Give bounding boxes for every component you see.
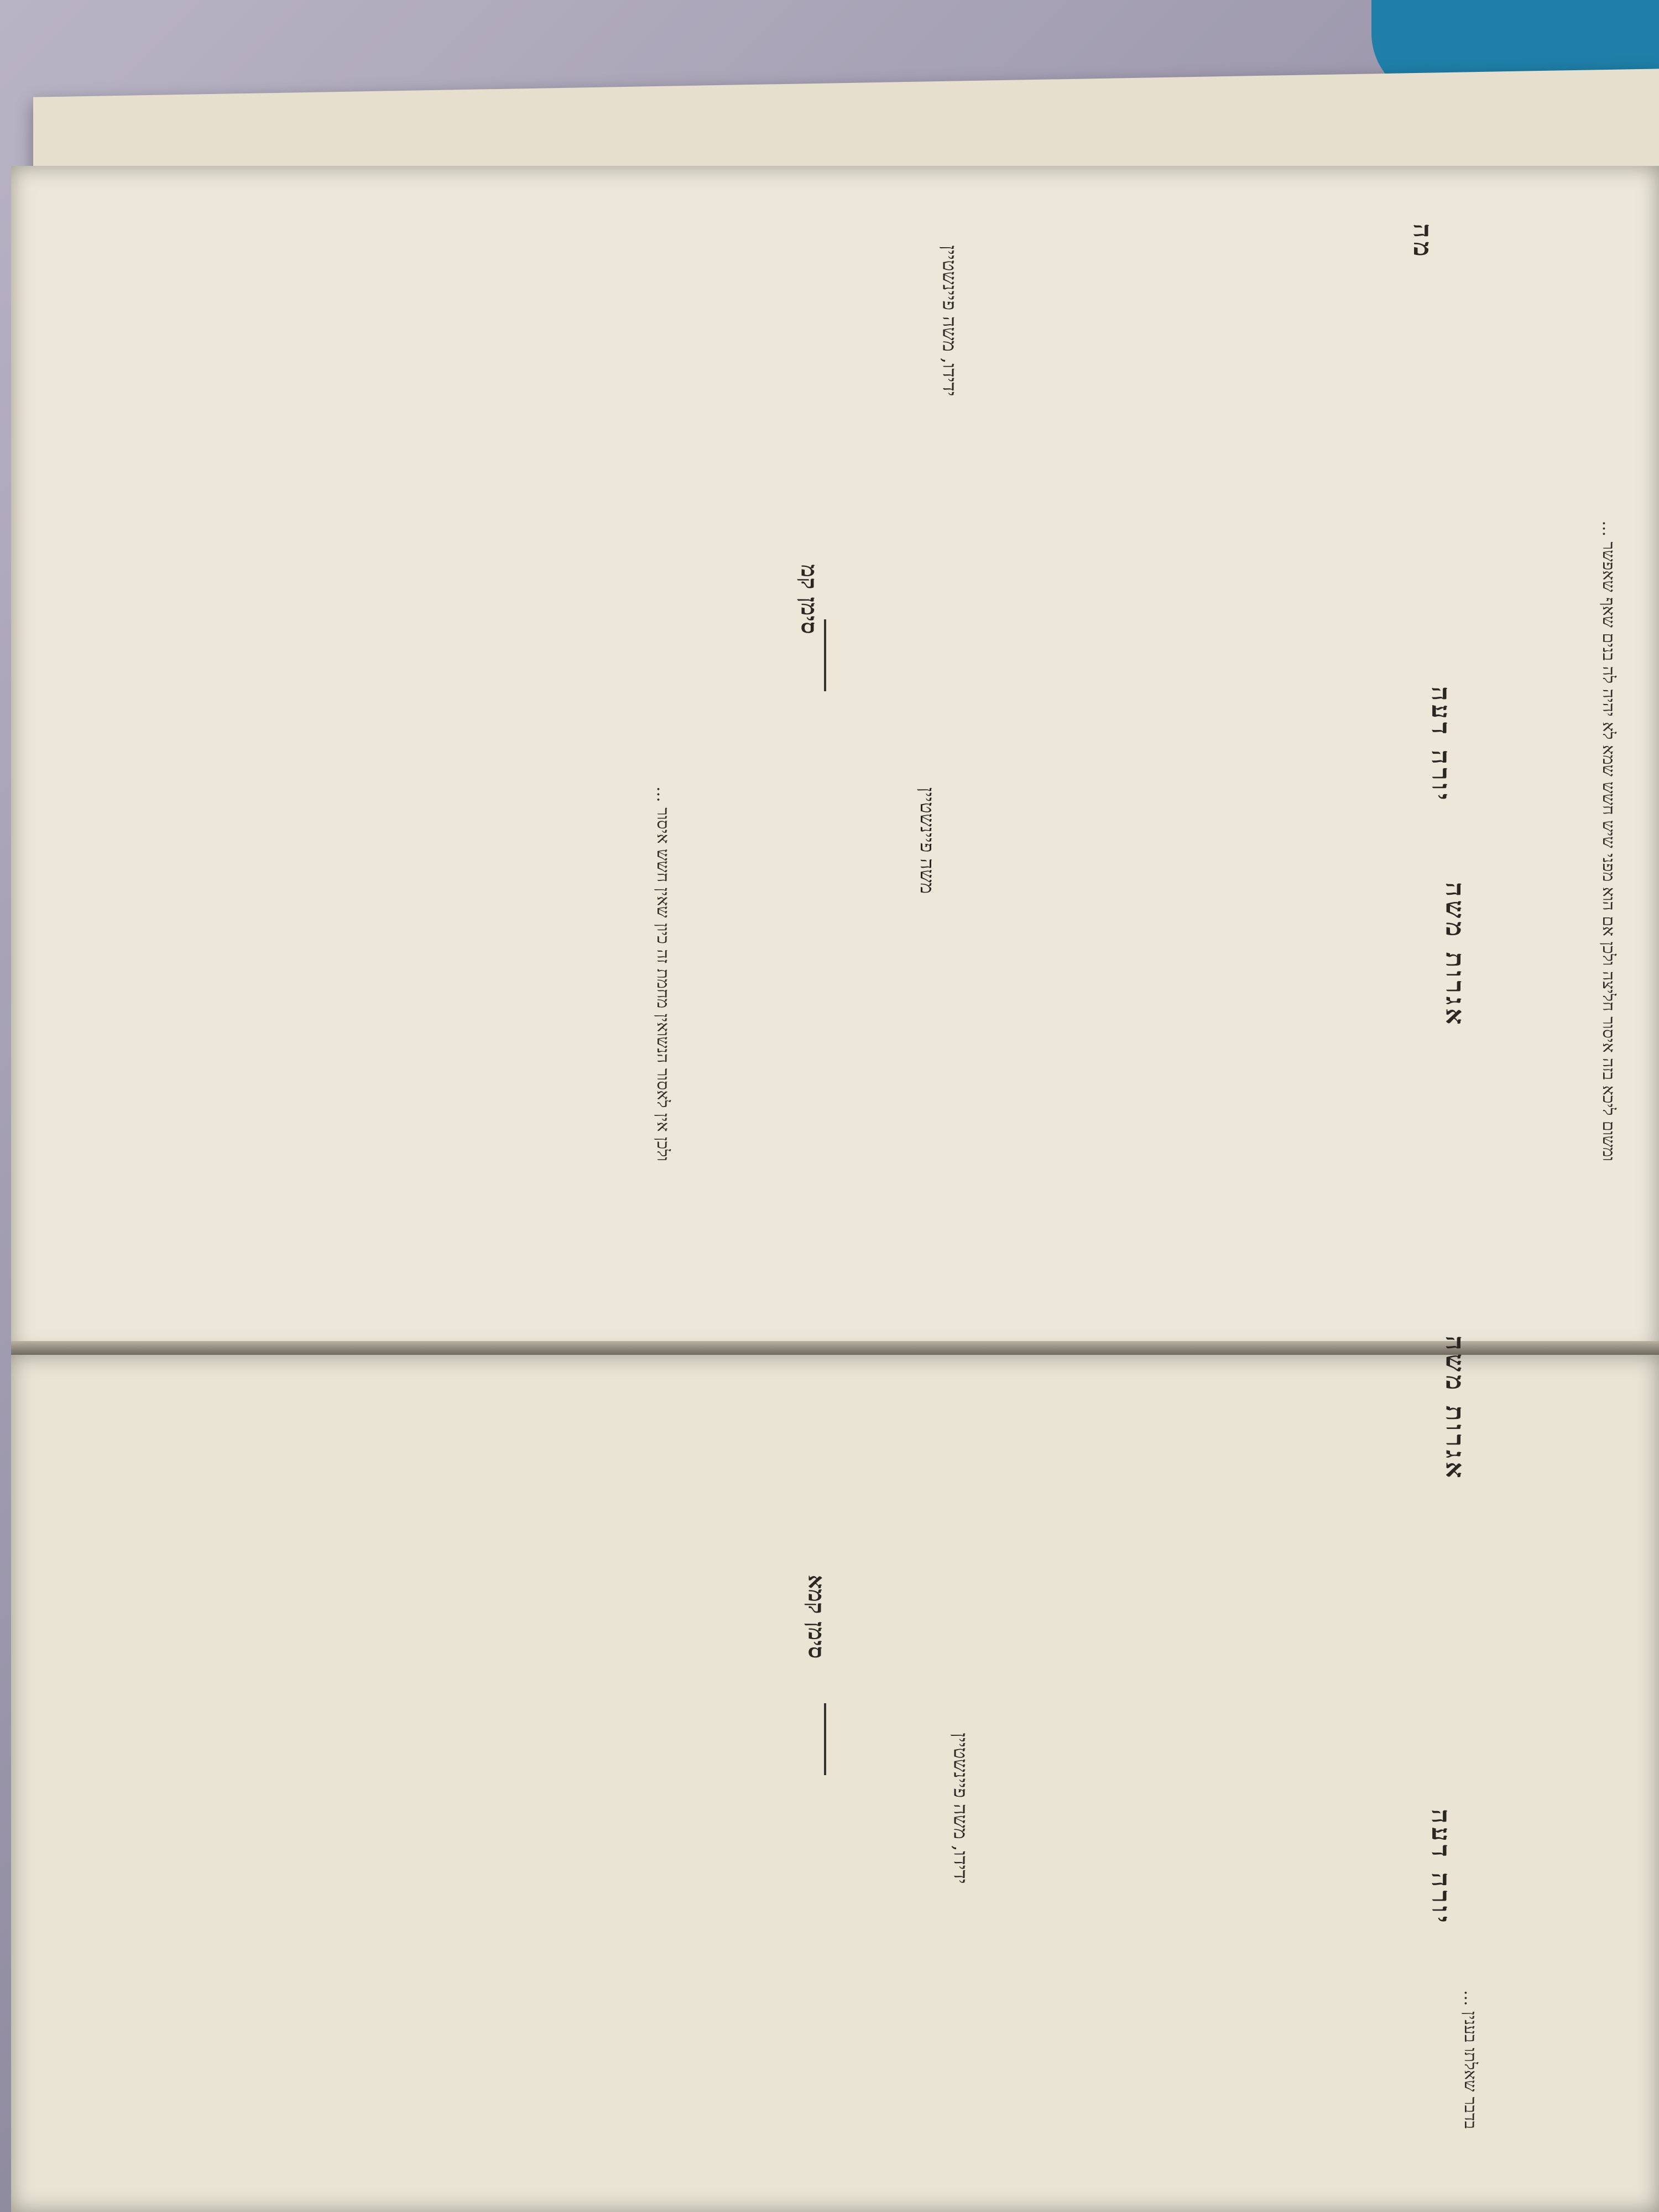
top-section-heading: סימן קמ [796,564,822,634]
top-title: אגרות משה [1440,882,1470,1028]
bottom-section-heading: סימן קמא [803,1574,830,1659]
top-text-column-left: ולכן אין לאסור הנשואין מחמת זה כיון שאין חשש איסור ... [653,786,672,1161]
top-divider-rule [824,619,826,691]
bottom-page [11,1335,1659,2212]
top-page [11,166,1659,1355]
top-signature-1: ידידו, משה פיינשטיין [938,245,961,397]
bottom-text-column-left [94,1410,592,2129]
bottom-text-column-right: בדבר שאלתו בענין ... [1460,1990,1480,2129]
bottom-divider-rule [824,1703,826,1775]
top-text-column-right: ומשום ליכא בזה איסור חליצה ולכן אם הוא מפני שיש חשש שמא לא יהיה לה בנים שאף שאפשר ... [1599,520,1618,1161]
top-running-header: יורה דעה [1426,686,1456,804]
top-page-number: מה [1407,223,1438,260]
bottom-title: אגרות משה [1440,1335,1470,1481]
top-signature-2: משה פיינשטיין [916,787,938,894]
bottom-running-header: יורה דעה [1426,1809,1456,1926]
bottom-signature-1: ידידו, משה פיינשטיין [949,1733,972,1884]
